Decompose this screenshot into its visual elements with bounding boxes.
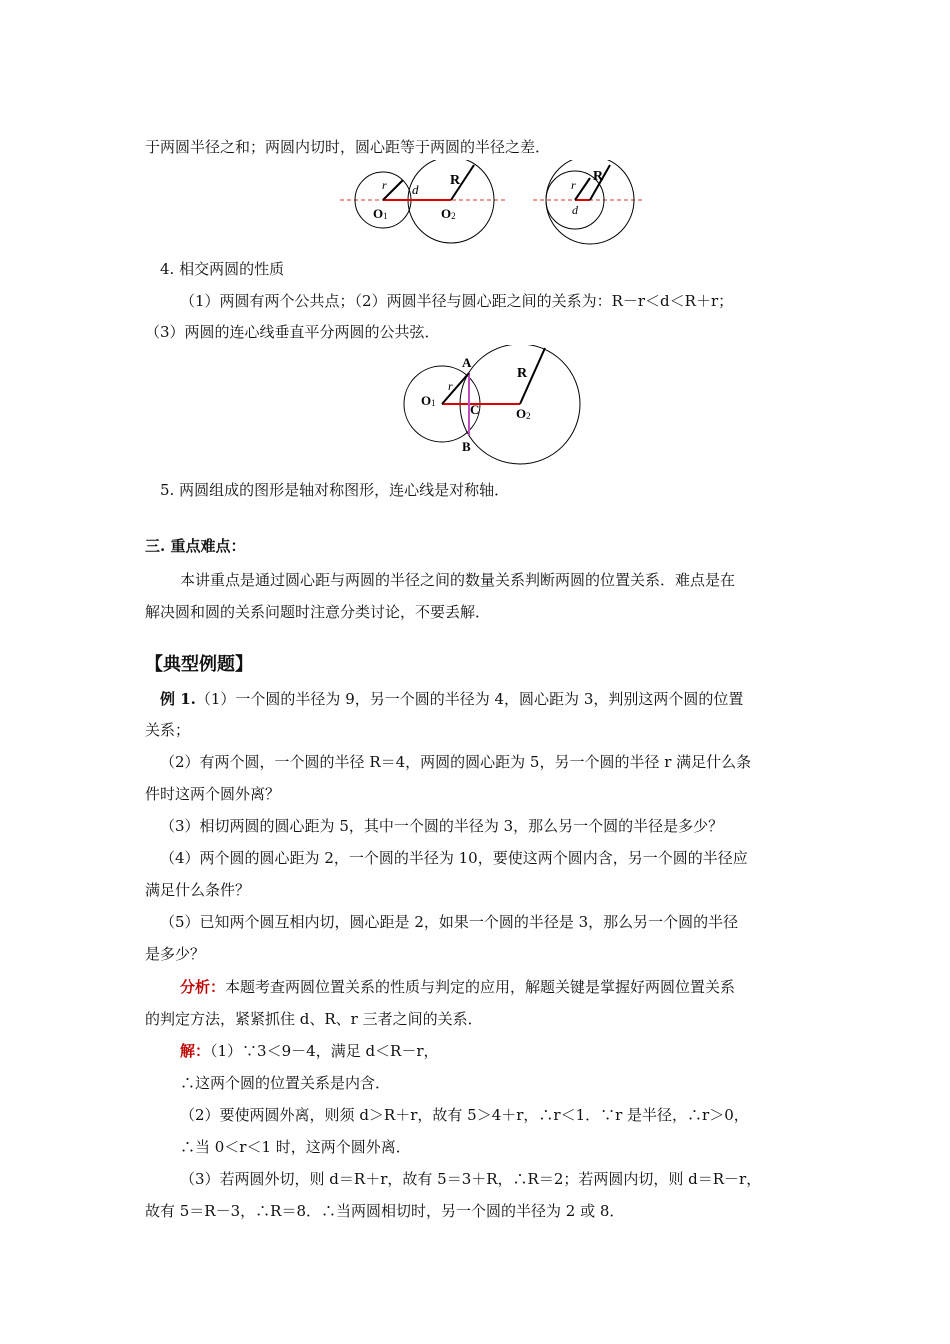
- solution-line-2a: （2）要使两圆外离，则须 d＞R＋r，故有 5＞4＋r，∴r＜1．∵r 是半径，∴r＞0，: [180, 1106, 749, 1124]
- solution-line-3b: 故有 5＝R－3，∴R＝8．∴当两圆相切时，另一个圆的半径为 2 或 8．: [145, 1202, 625, 1220]
- label-R: R: [450, 173, 461, 188]
- radius-r: [442, 373, 469, 404]
- example-1-q2b: 件时这两个圆外离？: [145, 785, 281, 803]
- example-1-q1a-text: （1）一个圆的半径为 9，另一个圆的半径为 4，圆心距为 3，判别这两个圆的位置: [195, 690, 744, 708]
- solution-line-3a: （3）若两圆外切，则 d＝R＋r，故有 5＝3＋R，∴R＝2；若两圆内切，则 d＝R－r，: [180, 1170, 762, 1188]
- intersecting-circles-figure: [400, 345, 585, 467]
- example-1-q5a: （5）已知两个圆互相内切，圆心距是 2，如果一个圆的半径是 3，那么另一个圆的半径: [160, 913, 739, 931]
- label-B: B: [462, 439, 471, 454]
- label-C: C: [470, 402, 480, 417]
- label-R-2: R: [593, 169, 604, 184]
- label-d: d: [412, 182, 419, 197]
- analysis-line-a: [180, 977, 810, 997]
- label-o2: O2: [441, 206, 456, 221]
- analysis-text-a: 本题考查两圆位置关系的性质与判定的应用，解题关键是掌握好两圆位置关系: [225, 978, 736, 996]
- section-3-p2: 解决圆和圆的关系问题时注意分类讨论，不要丢解．: [145, 603, 491, 621]
- solution-line-1b: ∴这两个圆的位置关系是内含．: [180, 1074, 391, 1092]
- section-3-heading: 三. 重点难点：: [145, 537, 246, 555]
- label-r-2: r: [571, 178, 576, 192]
- example-1-q3: （3）相切两圆的圆心距为 5，其中一个圆的半径为 3，那么另一个圆的半径是多少？: [160, 817, 724, 835]
- example-1-q4b: 满足什么条件？: [145, 881, 251, 899]
- analysis-line-b: 的判定方法，紧紧抓住 d、R、r 三者之间的关系．: [145, 1010, 483, 1028]
- label-d-2: d: [572, 203, 578, 217]
- section-4-p2: （3）两圆的连心线垂直平分两圆的公共弦．: [145, 323, 440, 341]
- section-5-title: 5. 两圆组成的图形是轴对称图形，连心线是对称轴．: [160, 481, 510, 499]
- section-3-p1: 本讲重点是通过圆心距与两圆的半径之间的数量关系判断两圆的位置关系．难点是在: [180, 571, 736, 589]
- label-o1: O1: [421, 393, 436, 408]
- label-R: R: [517, 366, 528, 381]
- example-1-q1b: 关系；: [145, 721, 191, 739]
- label-o1: O1: [373, 206, 388, 221]
- analysis-label: 分析：: [180, 978, 226, 996]
- solution-text-1a: （1）∵3＜9－4，满足 d＜R－r，: [210, 1042, 439, 1060]
- inner-radius: [575, 178, 590, 200]
- label-r: r: [382, 178, 387, 192]
- label-o2: O2: [516, 406, 531, 421]
- example-1-q4a: （4）两个圆的圆心距为 2，一个圆的半径为 10，要使这两个圆内含，另一个圆的半径应: [160, 849, 748, 867]
- label-A: A: [462, 355, 472, 370]
- examples-heading: 【典型例题】: [145, 654, 253, 675]
- example-1-q1a: [160, 689, 810, 709]
- example-1-label: 例 1.: [160, 690, 196, 708]
- example-1-q5b: 是多少？: [145, 945, 206, 963]
- example-1-q2a: （2）有两个圆，一个圆的半径 R＝4，两圆的圆心距为 5，另一个圆的半径 r 满足什么条: [160, 753, 752, 771]
- solution-line-1a: [180, 1041, 810, 1061]
- section-4-title: 4. 相交两圆的性质: [160, 260, 285, 278]
- solution-line-2b: ∴当 0＜r＜1 时，这两个圆外离．: [180, 1138, 411, 1156]
- label-r: r: [448, 379, 453, 393]
- section-4-p1: （1）两圆有两个公共点；（2）两圆半径与圆心距之间的关系为：R－r＜d＜R＋r；: [180, 292, 734, 310]
- tangent-circles-figure: [335, 160, 655, 245]
- solution-label: 解：: [180, 1042, 211, 1060]
- outer-circle: [546, 160, 634, 244]
- intro-line: 于两圆半径之和；两圆内切时，圆心距等于两圆的半径之差．: [145, 138, 551, 156]
